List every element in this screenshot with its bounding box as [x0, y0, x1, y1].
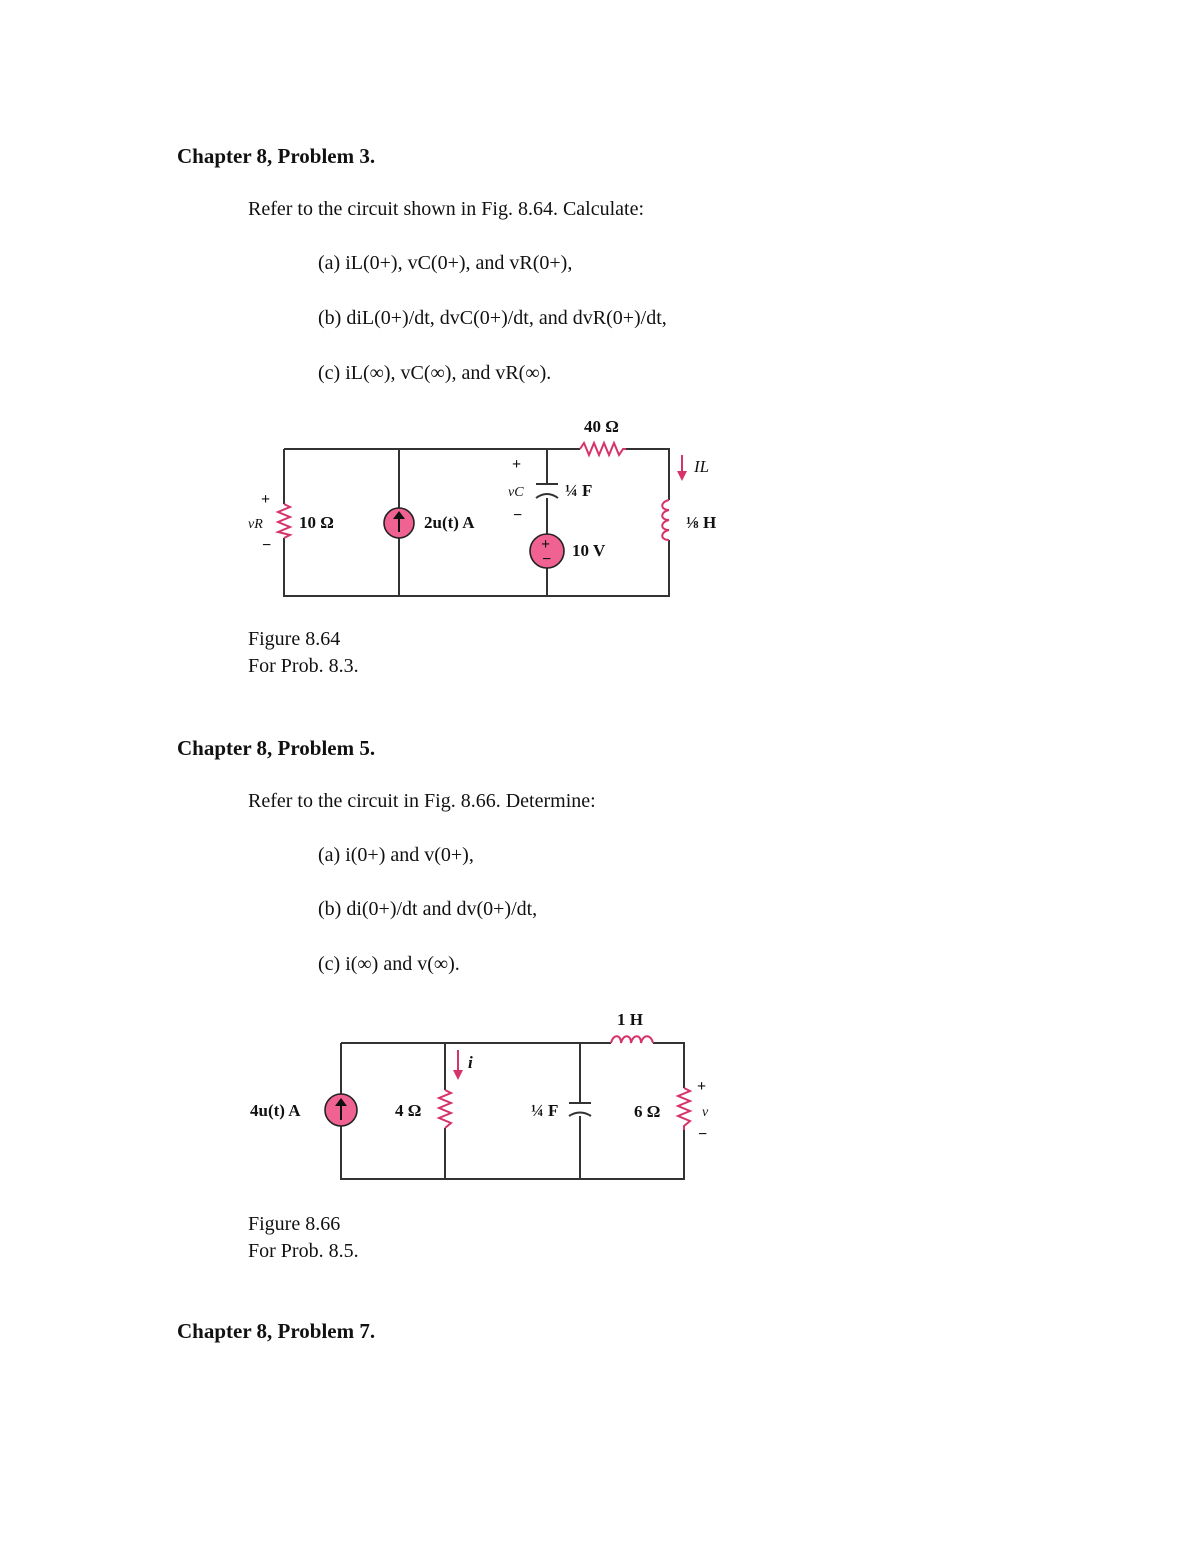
fig864-vc-plus: +: [512, 456, 522, 473]
figure-8-66-caption-line2: For Prob. 8.5.: [248, 1240, 359, 1262]
fig866-capacitor: [569, 1103, 591, 1116]
fig866-i-arrow: [453, 1050, 463, 1080]
fig864-label-r40: 40 Ω: [584, 417, 619, 436]
fig866-label-i: i: [468, 1053, 473, 1072]
figure-8-66-caption-line1: Figure 8.66: [248, 1213, 341, 1235]
fig866-v-minus: −: [698, 1126, 708, 1143]
problem3-heading: Chapter 8, Problem 3.: [177, 144, 376, 168]
fig864-vr-minus: −: [262, 537, 272, 554]
fig864-label-vr: vR: [248, 517, 263, 532]
fig866-inductor: [611, 1036, 653, 1043]
problem3-item-a: (a) iL(0+), vC(0+), and vR(0+),: [318, 252, 573, 274]
svg-text:−: −: [542, 551, 552, 568]
svg-text:+: +: [541, 536, 551, 553]
fig864-label-vsrc: 10 V: [572, 541, 606, 560]
figure-8-64-caption-line2: For Prob. 8.3.: [248, 655, 359, 677]
problem5-heading: Chapter 8, Problem 5.: [177, 736, 376, 760]
fig866-v-plus: +: [697, 1078, 707, 1095]
fig866-label-cap: ¼ F: [531, 1101, 559, 1120]
figure-8-64-caption-line1: Figure 8.64: [248, 628, 341, 650]
fig864-label-r10: 10 Ω: [299, 513, 334, 532]
fig864-vc-minus: −: [513, 507, 523, 524]
fig866-label-isrc: 4u(t) A: [250, 1101, 301, 1120]
problem5-intro: Refer to the circuit in Fig. 8.66. Determine:: [248, 790, 596, 812]
fig864-label-isrc: 2u(t) A: [424, 513, 475, 532]
fig866-label-v: v: [702, 1105, 709, 1120]
problem5-item-b: (b) di(0+)/dt and dv(0+)/dt,: [318, 898, 538, 920]
figure-8-66-caption: [248, 1211, 359, 1265]
problem3-intro: Refer to the circuit shown in Fig. 8.64. Calculate:: [248, 198, 645, 220]
fig866-resistor-4: [439, 1090, 451, 1128]
fig866-label-ind: 1 H: [617, 1010, 643, 1029]
fig866-resistor-6: [678, 1088, 690, 1130]
problem3-item-b: (b) diL(0+)/dt, dvC(0+)/dt, and dvR(0+)/dt,: [318, 307, 667, 329]
fig864-vr-plus: +: [261, 491, 271, 508]
problem3-item-c: (c) iL(∞), vC(∞), and vR(∞).: [318, 362, 552, 384]
fig864-label-ind: ⅛ H: [686, 513, 717, 532]
fig866-current-source: [325, 1094, 357, 1126]
fig866-wires: [341, 1043, 684, 1179]
problem5-item-a: (a) i(0+) and v(0+),: [318, 844, 474, 866]
fig866-label-r4: 4 Ω: [395, 1101, 422, 1120]
problem5-item-c: (c) i(∞) and v(∞).: [318, 953, 460, 975]
fig864-label-il: IL: [694, 457, 710, 476]
fig866-label-r6: 6 Ω: [634, 1102, 661, 1121]
fig864-label-cap: ¼ F: [565, 481, 593, 500]
problem7-heading: Chapter 8, Problem 7.: [177, 1319, 376, 1343]
fig864-label-vc: vC: [508, 485, 524, 500]
